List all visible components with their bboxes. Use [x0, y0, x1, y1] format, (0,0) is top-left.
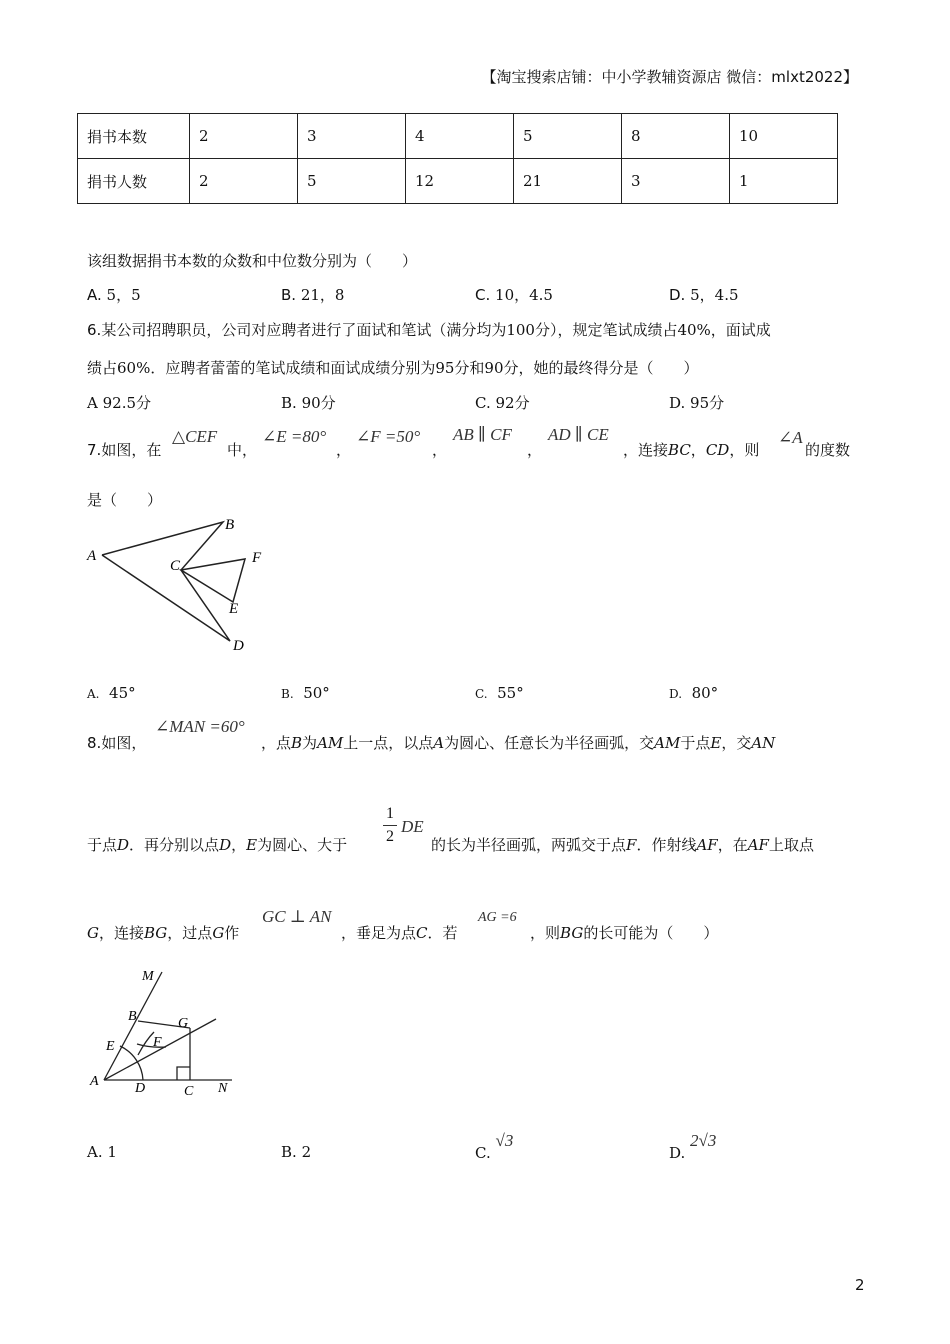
q8-var: AN: [751, 734, 776, 752]
q8-line2a: [87, 834, 347, 855]
q7-text: ，: [527, 441, 543, 459]
option-text: 92分: [495, 394, 530, 412]
q8-text: 为: [302, 734, 318, 752]
q8-var: G: [87, 924, 99, 942]
q8-line1b: [261, 732, 775, 753]
q7-line1a: [87, 439, 161, 460]
table-cell: 3: [298, 114, 406, 159]
option-text: √3: [495, 1131, 514, 1150]
q5-option-a[interactable]: [87, 284, 141, 305]
q8-text: ．作射线: [636, 836, 697, 854]
table-cell: 5: [514, 114, 622, 159]
fig-label-e: E: [106, 1039, 115, 1054]
q8-text: 的长为半径画弧，两弧交于点: [431, 836, 627, 854]
q8-math-de: DE: [401, 817, 424, 836]
fig-label-b: B: [225, 517, 235, 533]
option-letter: B.: [281, 1143, 297, 1161]
q7-option-a[interactable]: [87, 684, 136, 702]
fig-label-b: B: [128, 1009, 137, 1024]
q6-text: 某公司招聘职员，公司对应聘者进行了面试和笔试（满分均为100分），规定笔试成绩占40%，面试成: [101, 321, 771, 339]
fig-label-c: C: [170, 558, 181, 574]
fig-label-n: N: [218, 1081, 228, 1096]
q7-var: CD: [705, 441, 730, 459]
question-number: 6.: [87, 321, 102, 339]
option-text: 21，8: [300, 286, 345, 304]
table-cell: 10: [730, 114, 838, 159]
fig-label-d: D: [233, 638, 244, 654]
q8-var: B: [291, 734, 303, 752]
fraction-numerator: 1: [386, 805, 394, 822]
q8-text: ，过点: [167, 924, 213, 942]
fig-label-a: A: [90, 1074, 99, 1089]
q7-math-triangle: △CEF: [172, 427, 218, 446]
q7-text: ，则: [729, 441, 760, 459]
q8-var: BG: [144, 924, 168, 942]
q8-math-perp: GC ⊥ AN: [262, 907, 332, 926]
q8-line2b: [431, 834, 814, 855]
option-text: 92.5分: [102, 394, 152, 412]
table-row: [78, 159, 838, 204]
q8-option-d[interactable]: [669, 1131, 717, 1163]
q8-var: D: [219, 836, 232, 854]
option-text: 95分: [690, 394, 725, 412]
q7-figure: [80, 510, 280, 660]
fig-label-a: A: [87, 548, 97, 564]
q7-text: 中，: [227, 441, 258, 459]
q8-line3c: [530, 922, 718, 943]
option-letter: D.: [669, 1144, 686, 1162]
q5-option-c[interactable]: [475, 284, 553, 305]
table-cell: 4: [406, 114, 514, 159]
option-letter: A.: [87, 1143, 103, 1161]
q8-line3b: [341, 922, 458, 943]
q8-option-b[interactable]: [281, 1143, 311, 1161]
q8-text: 作: [224, 924, 240, 942]
option-letter: A.: [87, 286, 102, 304]
q8-text: ，交: [721, 734, 752, 752]
q8-var: AF: [696, 836, 718, 854]
q6-option-b[interactable]: [281, 392, 336, 413]
option-text: 45°: [109, 684, 136, 702]
option-letter: C.: [475, 286, 491, 304]
table-cell: 2: [190, 114, 298, 159]
option-letter: A.: [87, 687, 100, 701]
q7-option-d[interactable]: [669, 684, 718, 702]
q7-option-c[interactable]: [475, 684, 524, 702]
q7-math-parallel-1: AB ∥ CF: [453, 425, 512, 444]
fig-label-m: M: [142, 969, 154, 984]
q8-var: AM: [654, 734, 681, 752]
q8-var: G: [212, 924, 225, 942]
option-letter: D.: [669, 394, 686, 412]
q7-text: ，: [336, 441, 352, 459]
q8-text: ，连接: [98, 924, 144, 942]
q8-var: AF: [747, 836, 769, 854]
option-letter: C.: [475, 1144, 491, 1162]
q8-text: ，在: [717, 836, 748, 854]
q7-line2: 是（ ）: [87, 491, 163, 509]
fig-label-f: F: [153, 1035, 162, 1050]
row-label: 捐书人数: [78, 159, 190, 204]
table-cell: 12: [406, 159, 514, 204]
q8-var: D: [117, 836, 130, 854]
q6-option-a[interactable]: [87, 392, 151, 413]
q8-var: F: [626, 836, 637, 854]
q7-math-angle-a: ∠A: [778, 428, 803, 447]
fraction: [383, 805, 397, 846]
q8-text: 于点: [87, 836, 118, 854]
data-table: [77, 113, 838, 204]
option-text: 2: [301, 1143, 312, 1161]
q8-text: ，则: [530, 924, 561, 942]
q8-option-c[interactable]: [475, 1131, 514, 1163]
q8-text: ，点: [261, 734, 292, 752]
q7-math-parallel-2: AD ∥ CE: [548, 425, 609, 444]
option-letter: B.: [281, 394, 297, 412]
table-cell: 5: [298, 159, 406, 204]
q5-stem: 该组数据捐书本数的众数和中位数分别为（ ）: [87, 252, 418, 270]
table-cell: 1: [730, 159, 838, 204]
q7-var: BC: [668, 441, 691, 459]
q8-math-ag: AG =6: [478, 910, 517, 925]
q8-text: 上一点，以点: [343, 734, 434, 752]
option-letter: C.: [475, 394, 491, 412]
q7-text: 的度数: [805, 441, 851, 459]
option-text: 5，5: [106, 286, 141, 304]
q8-var: E: [246, 836, 258, 854]
q8-var: C: [416, 924, 428, 942]
fraction-bar: [383, 825, 397, 826]
page-header: 【淘宝搜索店铺：中小学教辅资源店 微信：mlxt2022】: [481, 68, 858, 86]
option-text: 10，4.5: [495, 286, 553, 304]
q8-math-angle: ∠MAN =60°: [155, 717, 245, 736]
fraction-denominator: 2: [386, 828, 394, 845]
table-cell: 2: [190, 159, 298, 204]
option-text: 55°: [497, 684, 524, 702]
option-text: 90分: [301, 394, 336, 412]
option-letter: D.: [669, 286, 686, 304]
option-text: 5，4.5: [690, 286, 739, 304]
page-number: 2: [855, 1276, 865, 1294]
q8-text: ．若: [427, 924, 458, 942]
q6-line1: [87, 319, 771, 340]
table-cell: 21: [514, 159, 622, 204]
q8-figure: [80, 960, 250, 1100]
q8-text: 为圆心、大于: [257, 836, 348, 854]
q8-text: 为圆心、任意长为半径画弧，交: [444, 734, 655, 752]
fig-label-c: C: [184, 1084, 194, 1099]
option-text: 50°: [303, 684, 330, 702]
q7-line1b: [623, 439, 759, 460]
q8-var: A: [433, 734, 445, 752]
q8-var: BG: [560, 924, 584, 942]
q7-text: ，: [690, 441, 706, 459]
q7-math-angle-f: ∠F =50°: [356, 427, 421, 446]
option-letter: C.: [475, 687, 488, 701]
question-number: 7.: [87, 441, 102, 459]
q5-option-d[interactable]: [669, 284, 739, 305]
q7-option-b[interactable]: [281, 684, 330, 702]
table-cell: 3: [622, 159, 730, 204]
fig-label-e: E: [229, 601, 239, 617]
q8-text: ，: [231, 836, 247, 854]
fig-label-d: D: [135, 1081, 146, 1096]
row-label: 捐书本数: [78, 114, 190, 159]
q8-text: ，垂足为点: [341, 924, 417, 942]
q8-text: ．再分别以点: [129, 836, 220, 854]
q8-var: AM: [317, 734, 344, 752]
option-letter: A: [87, 394, 98, 412]
table-row: [78, 114, 838, 159]
option-letter: B.: [281, 687, 294, 701]
q6-option-d[interactable]: [669, 392, 724, 413]
q7-text: ，: [432, 441, 448, 459]
q7-text: ，连接: [623, 441, 669, 459]
q6-option-c[interactable]: [475, 392, 530, 413]
q8-var: E: [710, 734, 722, 752]
q7-text: 如图，在: [101, 441, 162, 459]
q8-text: 如图，: [101, 734, 147, 752]
table-cell: 8: [622, 114, 730, 159]
option-text: 80°: [691, 684, 719, 702]
q8-text: 于点: [680, 734, 711, 752]
q8-line1a: [87, 732, 146, 753]
question-number: 8.: [87, 734, 102, 752]
q5-option-b[interactable]: [281, 284, 344, 305]
fig-label-g: G: [178, 1016, 189, 1031]
option-letter: D.: [669, 687, 683, 701]
q6-line2: 绩占60%．应聘者蕾蕾的笔试成绩和面试成绩分别为95分和90分，她的最终得分是（ ）: [87, 359, 699, 377]
fig-label-f: F: [252, 550, 262, 566]
q8-text: 上取点: [768, 836, 814, 854]
q8-line3a: [87, 922, 239, 943]
q8-text: 的长可能为（ ）: [583, 924, 719, 942]
option-letter: B.: [281, 286, 297, 304]
q8-option-a[interactable]: [87, 1143, 117, 1161]
option-text: 2√3: [690, 1131, 717, 1150]
option-text: 1: [107, 1143, 117, 1161]
q7-math-angle-e: ∠E =80°: [262, 427, 327, 446]
